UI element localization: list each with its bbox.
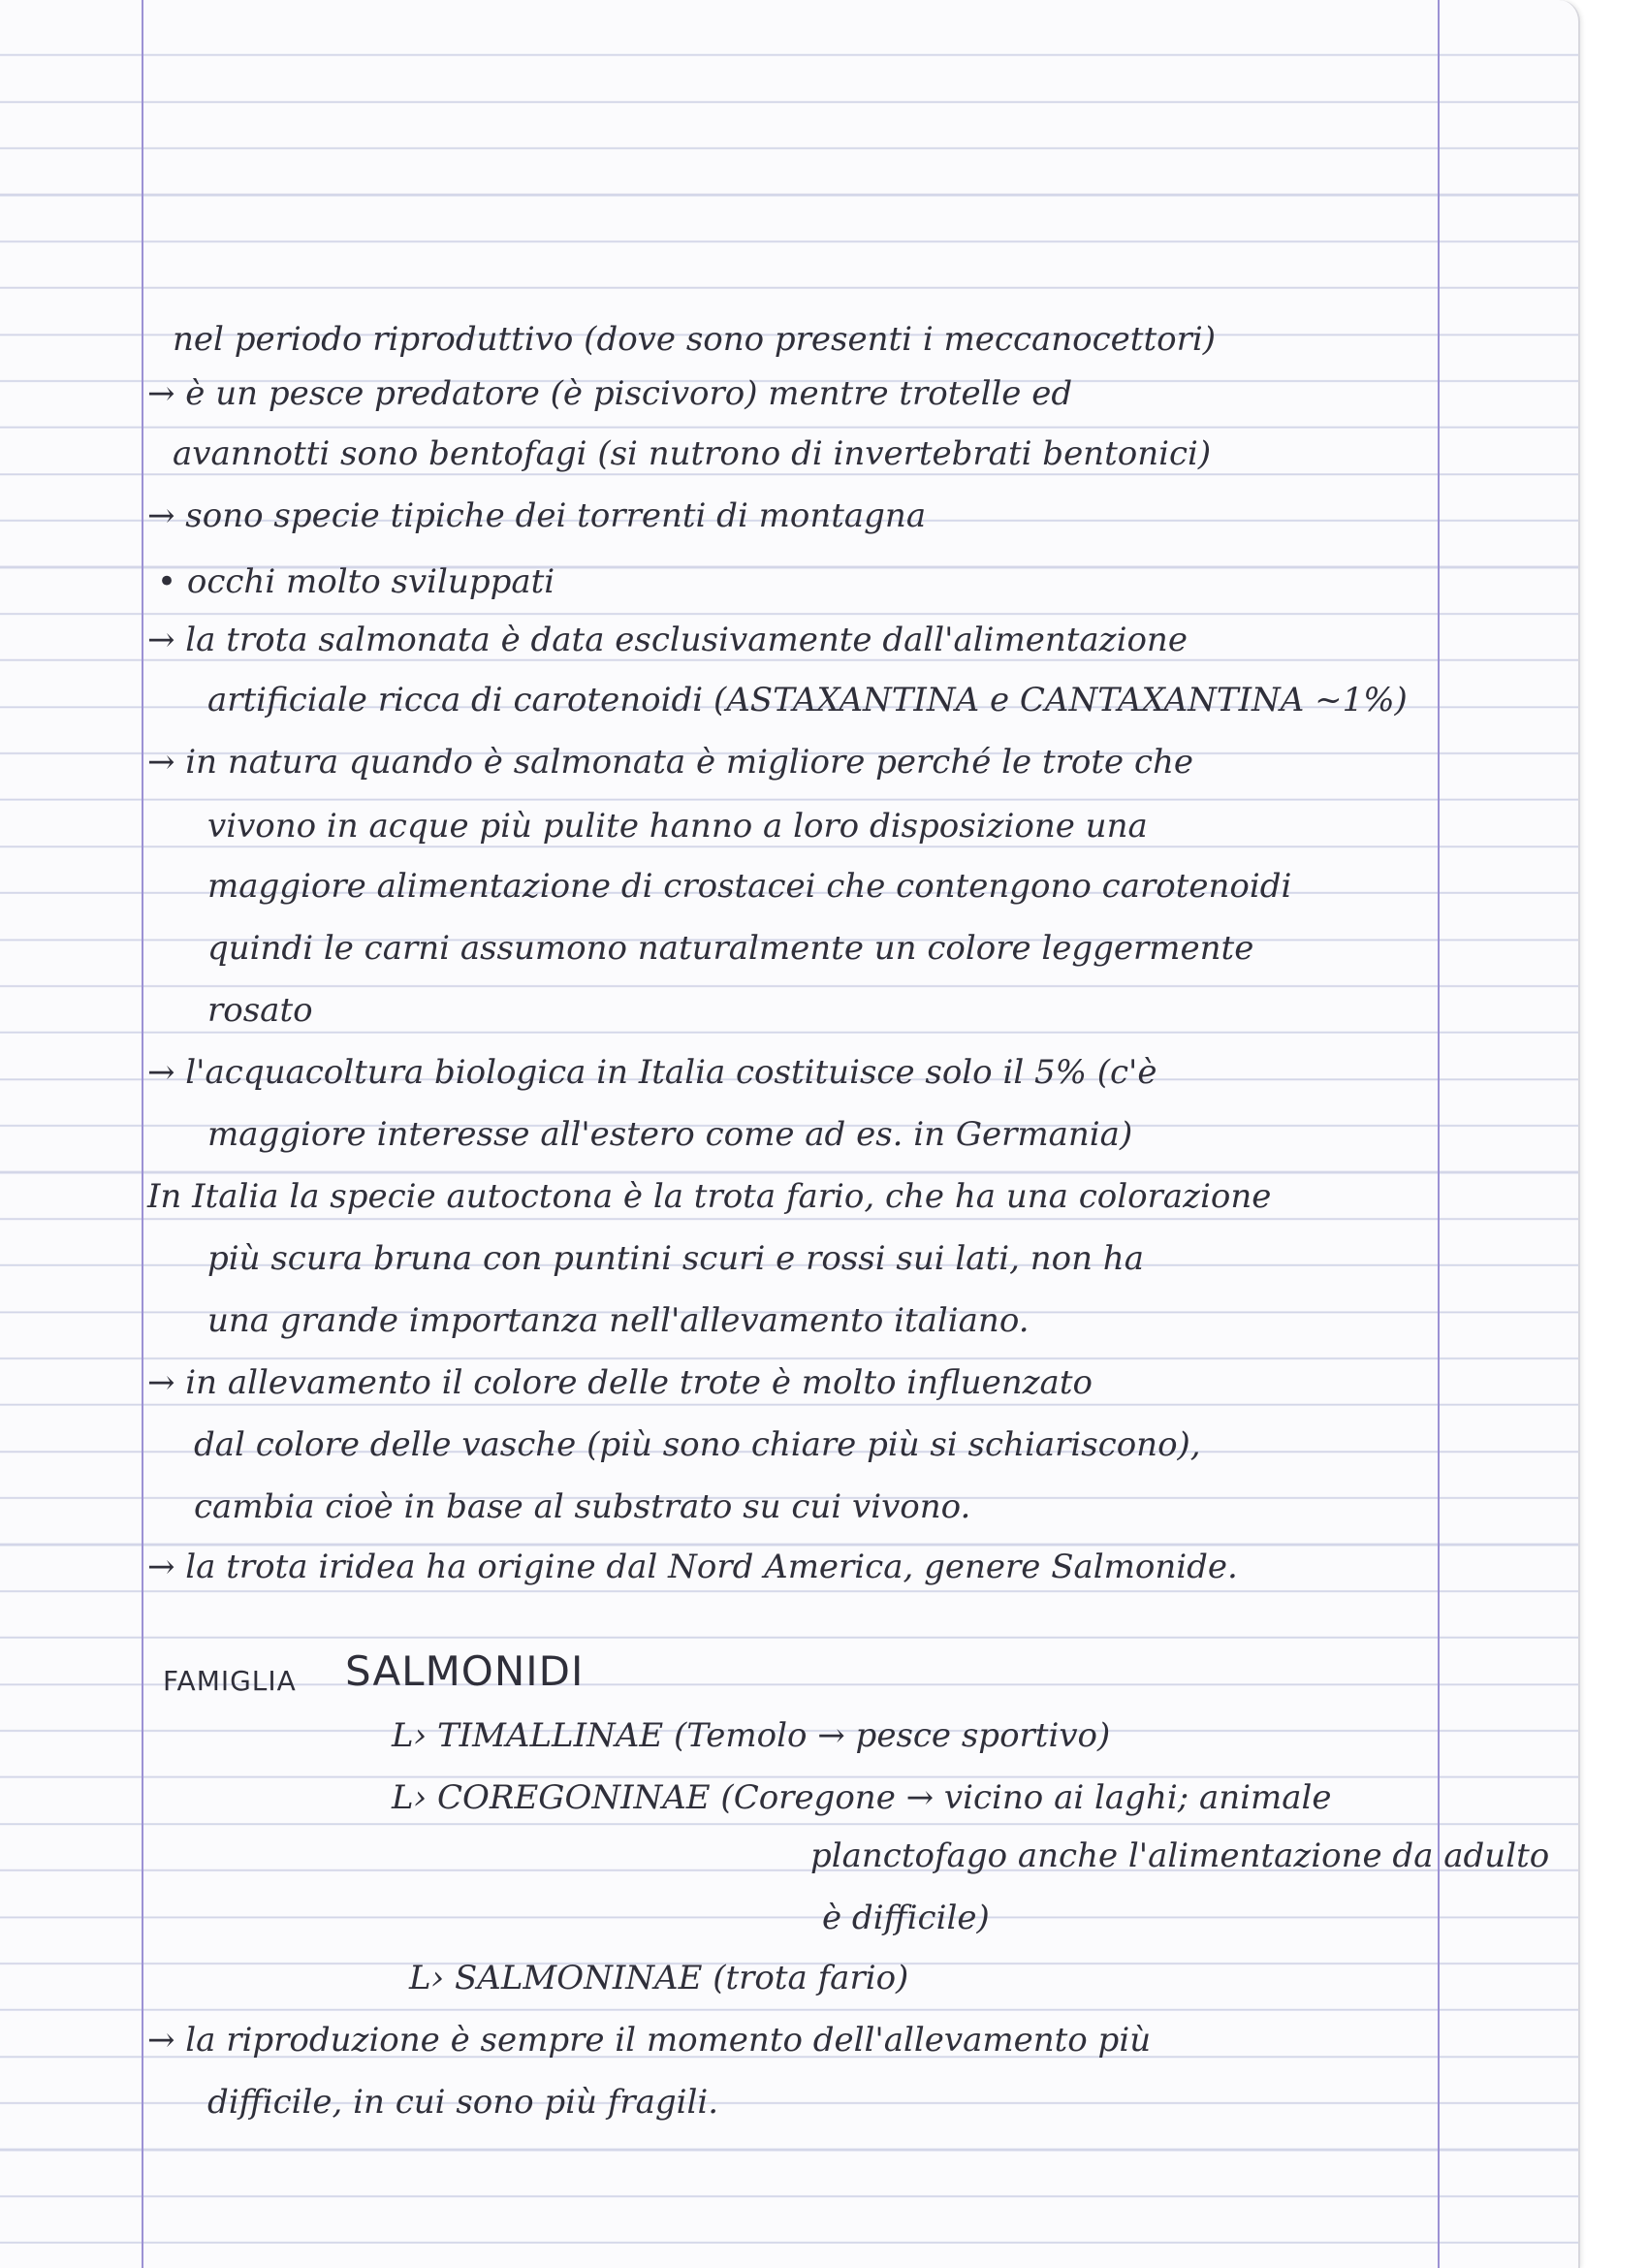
note-line: → l'acquacoltura biologica in Italia costituisce solo il 5% (c'è: [147, 1053, 1157, 1092]
note-line: → in allevamento il colore delle trote è molto influenzato: [147, 1363, 1093, 1402]
note-line: vivono in acque più pulite hanno a loro disposizione una: [207, 807, 1148, 846]
note-line: In Italia la specie autoctona è la trota fario, che ha una colorazione: [147, 1177, 1272, 1216]
note-line: maggiore alimentazione di crostacei che contengono carotenoidi: [207, 867, 1292, 906]
family-name: SALMONIDI: [345, 1647, 585, 1695]
subfamily-coregoninae: L› COREGONINAE (Coregone → vicino ai laghi; animale: [392, 1778, 1332, 1817]
note-line: cambia cioè in base al substrato su cui vivono.: [194, 1487, 971, 1526]
note-line: una grande importanza nell'allevamento italiano.: [207, 1301, 1030, 1340]
note-line: → la riproduzione è sempre il momento dell'allevamento più: [147, 2021, 1152, 2060]
note-line: è difficile): [822, 1899, 990, 1937]
note-line: → in natura quando è salmonata è migliore perché le trote che: [147, 743, 1194, 782]
note-line: dal colore delle vasche (più sono chiare più si schiariscono),: [194, 1425, 1201, 1464]
note-line: nel periodo riproduttivo (dove sono presenti i meccanocettori): [173, 320, 1216, 359]
note-line: più scura bruna con puntini scuri e rossi sui lati, non ha: [207, 1239, 1144, 1278]
note-line: artificiale ricca di carotenoidi (ASTAXANTINA e CANTAXANTINA ~1%): [207, 681, 1408, 719]
note-line: difficile, in cui sono più fragili.: [207, 2083, 719, 2122]
note-line: rosato: [207, 991, 313, 1030]
note-line: avannotti sono bentofagi (si nutrono di invertebrati bentonici): [173, 434, 1212, 473]
subfamily-timallinae: L› TIMALLINAE (Temolo → pesce sportivo): [392, 1716, 1111, 1755]
family-label: FAMIGLIA: [163, 1665, 297, 1697]
note-line: → la trota salmonata è data esclusivamente dall'alimentazione: [147, 621, 1188, 659]
note-line: → la trota iridea ha origine dal Nord America, genere Salmonide.: [147, 1548, 1238, 1586]
note-line: → è un pesce predatore (è piscivoro) mentre trotelle ed: [147, 374, 1073, 413]
note-line: maggiore interesse all'estero come ad es. in Germania): [207, 1115, 1133, 1154]
note-line: planctofago anche l'alimentazione da adulto: [810, 1837, 1550, 1875]
subfamily-salmoninae: L› SALMONINAE (trota fario): [409, 1959, 909, 1997]
note-line: • occhi molto sviluppati: [157, 562, 555, 601]
note-line: → sono specie tipiche dei torrenti di montagna: [147, 496, 927, 535]
note-line: quindi le carni assumono naturalmente un colore leggermente: [207, 929, 1254, 968]
